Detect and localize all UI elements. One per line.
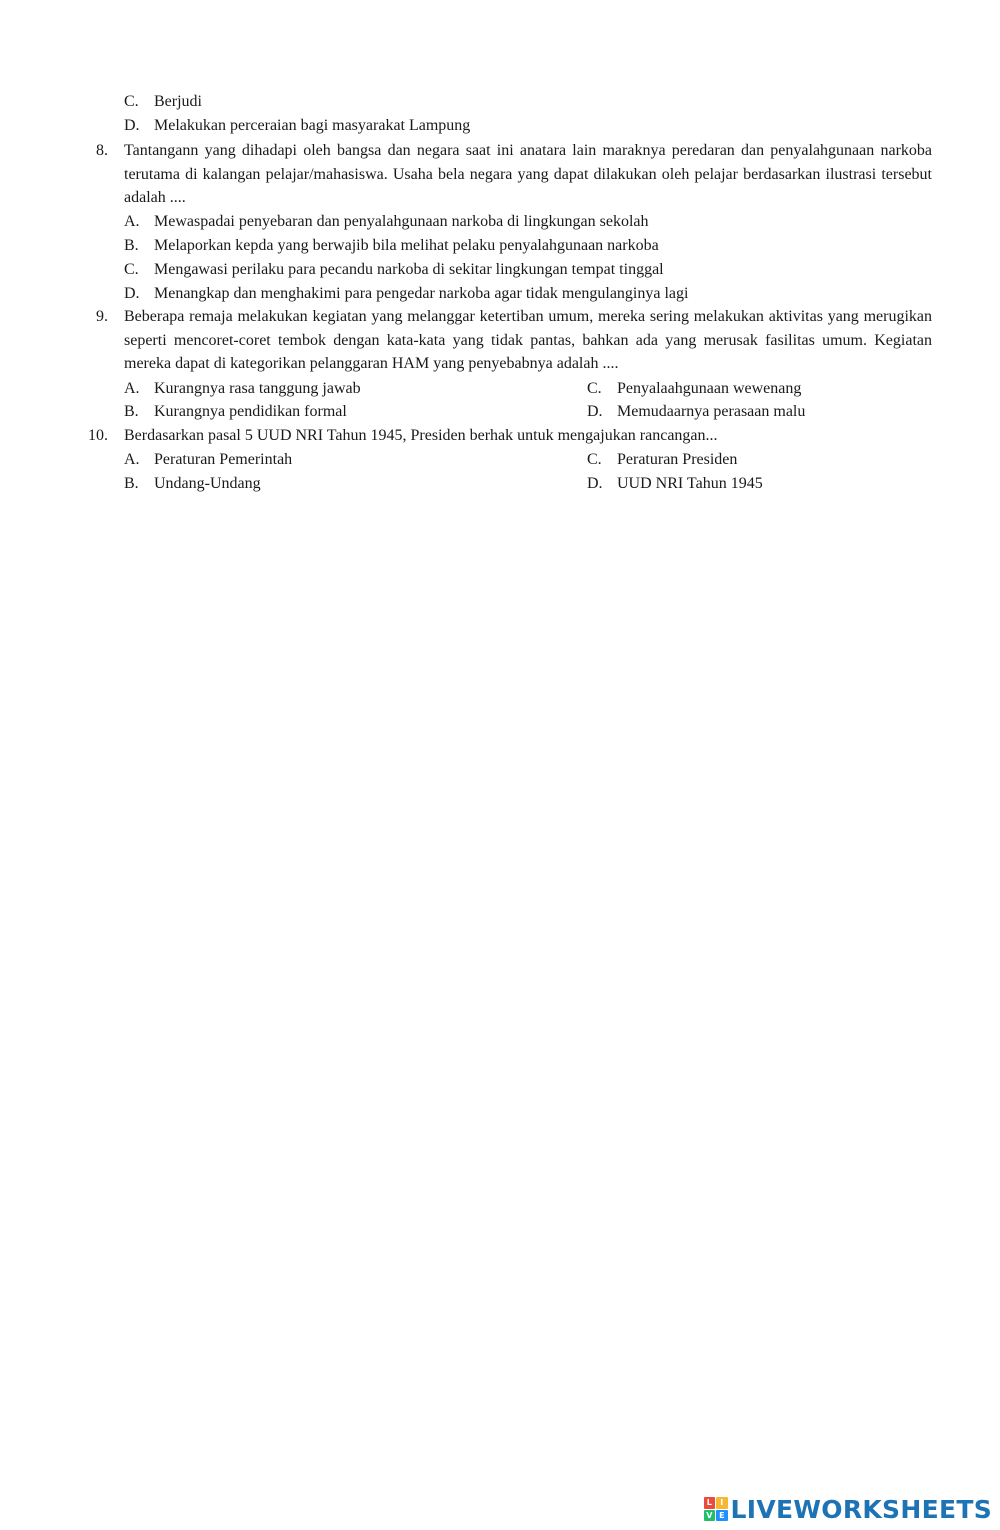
option-letter: D. bbox=[124, 117, 140, 134]
option-text: Penyalaahgunaan wewenang bbox=[617, 380, 802, 397]
option-text: Melaporkan kepda yang berwajib bila melihat pelaku penyalahgunaan narkoba bbox=[154, 237, 659, 254]
option-letter: D. bbox=[124, 285, 140, 302]
option-text: UUD NRI Tahun 1945 bbox=[617, 475, 763, 492]
option-text: Peraturan Pemerintah bbox=[154, 451, 293, 468]
option-letter: B. bbox=[124, 475, 139, 492]
option-text: Undang-Undang bbox=[154, 475, 261, 492]
option-text: Menangkap dan menghakimi para pengedar narkoba agar tidak mengulanginya lagi bbox=[154, 285, 689, 302]
option-letter: A. bbox=[124, 213, 140, 230]
question-number: 9. bbox=[96, 308, 108, 325]
logo-text: LIVEWORKSHEETS bbox=[730, 1494, 992, 1524]
question-number: 8. bbox=[96, 142, 108, 159]
option-letter: C. bbox=[124, 261, 139, 278]
option-text: Mengawasi perilaku para pecandu narkoba di sekitar lingkungan tempat tinggal bbox=[154, 261, 664, 278]
option-letter: C. bbox=[587, 380, 602, 397]
option-letter: D. bbox=[587, 475, 603, 492]
question-text: Berdasarkan pasal 5 UUD NRI Tahun 1945, Presiden berhak untuk mengajukan rancangan... bbox=[124, 427, 718, 444]
question-text: Beberapa remaja melakukan kegiatan yang melanggar ketertiban umum, mereka sering melakukan aktivitas yang merugikan seperti mencoret-coret tembok dengan kata-kata yang tidak pantas, bahkan ada yang merusak fasilitas umum. Kegiatan mereka dapat di kategorikan pelanggaran HAM yang penyebabnya adalah .... bbox=[124, 308, 932, 373]
option-letter: B. bbox=[124, 403, 139, 420]
option-text: Kurangnya rasa tanggung jawab bbox=[154, 380, 361, 397]
option-text: Melakukan perceraian bagi masyarakat Lampung bbox=[154, 117, 471, 134]
option-letter: C. bbox=[587, 451, 602, 468]
option-text: Berjudi bbox=[154, 93, 202, 110]
option-text: Mewaspadai penyebaran dan penyalahgunaan narkoba di lingkungan sekolah bbox=[154, 213, 649, 230]
live-mark-icon: L I V E bbox=[704, 1497, 728, 1521]
question-number: 10. bbox=[88, 427, 108, 444]
option-letter: A. bbox=[124, 451, 140, 468]
question-text: Tantangann yang dihadapi oleh bangsa dan negara saat ini anatara lain maraknya peredaran dan penyalahgunaan narkoba terutama di kalangan pelajar/mahasiswa. Usaha bela negara yang dapat dilakukan oleh pelajar berdasarkan ilustrasi tersebut adalah .... bbox=[124, 142, 932, 207]
option-letter: A. bbox=[124, 380, 140, 397]
option-text: Kurangnya pendidikan formal bbox=[154, 403, 347, 420]
option-letter: C. bbox=[124, 93, 139, 110]
option-text: Peraturan Presiden bbox=[617, 451, 738, 468]
liveworksheets-logo bbox=[704, 1494, 992, 1524]
option-letter: B. bbox=[124, 237, 139, 254]
option-letter: D. bbox=[587, 403, 603, 420]
option-text: Memudaarnya perasaan malu bbox=[617, 403, 806, 420]
